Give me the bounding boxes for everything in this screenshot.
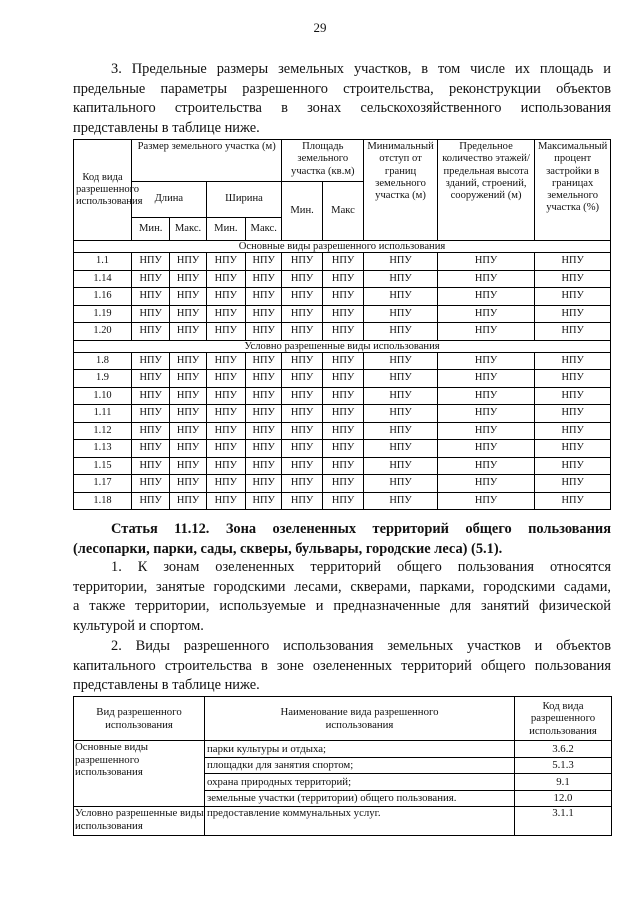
- table-row: [74, 741, 612, 758]
- header-name: Наименование вида разрешенного использования: [205, 697, 515, 741]
- article-line: 1. К зонам озелененных территорий общего пользования относятся: [111, 559, 611, 575]
- row-value: НПУ: [322, 387, 363, 405]
- row-value: НПУ: [322, 475, 363, 493]
- row-value: НПУ: [322, 288, 363, 306]
- row-code: 1.20: [74, 323, 132, 341]
- row-code: 1.12: [74, 422, 132, 440]
- row-value: НПУ: [364, 288, 438, 306]
- row-value: НПУ: [206, 370, 245, 388]
- header-floors: Предельное количество этажей/ предельная высота зданий, строений, сооружений (м): [437, 140, 534, 241]
- row-value: НПУ: [535, 288, 611, 306]
- table-row: [74, 387, 611, 405]
- row-value: НПУ: [322, 422, 363, 440]
- row-value: НПУ: [364, 352, 438, 370]
- table-row: [74, 492, 611, 510]
- row-value: НПУ: [246, 305, 282, 323]
- header-width: Ширина: [206, 182, 282, 218]
- article-line: территории, занятые городскими лесами, скверами, парками, городскими садами,: [73, 578, 611, 595]
- row-value: НПУ: [437, 440, 534, 458]
- row-value: НПУ: [282, 305, 322, 323]
- row-value: НПУ: [246, 323, 282, 341]
- row-value: НПУ: [437, 253, 534, 271]
- row-value: НПУ: [206, 323, 245, 341]
- article-title: Статья 11.12. Зона озелененных территорий общего пользования (лесопарки, парки, сады, скверы, бульвары, городские леса) (5.1).: [73, 521, 611, 557]
- row-value: НПУ: [535, 475, 611, 493]
- row-code: 1.15: [74, 457, 132, 475]
- table-row: [74, 457, 611, 475]
- row-value: НПУ: [364, 457, 438, 475]
- row-value: НПУ: [246, 475, 282, 493]
- row-value: НПУ: [282, 288, 322, 306]
- header-area-min: Мин.: [282, 182, 322, 241]
- row-code: 1.16: [74, 288, 132, 306]
- row-value: НПУ: [132, 352, 170, 370]
- row-code: 1.13: [74, 440, 132, 458]
- row-value: НПУ: [322, 352, 363, 370]
- row-value: НПУ: [246, 387, 282, 405]
- row-code: 1.17: [74, 475, 132, 493]
- row-value: НПУ: [170, 440, 206, 458]
- article-line: капитального строительства в зоне озелененных территорий общего пользования: [73, 657, 611, 674]
- row-value: НПУ: [246, 457, 282, 475]
- row-value: НПУ: [322, 270, 363, 288]
- row-value: НПУ: [132, 253, 170, 271]
- header-length: Длина: [132, 182, 207, 218]
- article-paragraph-1: [73, 558, 611, 636]
- row-value: НПУ: [282, 253, 322, 271]
- row-value: НПУ: [282, 370, 322, 388]
- header-code: Код вида разрешенного использования: [74, 140, 132, 241]
- row-value: НПУ: [437, 387, 534, 405]
- row-value: НПУ: [364, 440, 438, 458]
- table-row: [74, 405, 611, 423]
- row-value: НПУ: [364, 492, 438, 510]
- row-value: НПУ: [364, 387, 438, 405]
- row-value: НПУ: [437, 457, 534, 475]
- row-value: НПУ: [206, 352, 245, 370]
- header-setback: Минимальный отступ от границ земельного участка (м): [364, 140, 438, 241]
- row-value: НПУ: [206, 440, 245, 458]
- row-value: НПУ: [282, 457, 322, 475]
- row-value: НПУ: [364, 270, 438, 288]
- row-value: НПУ: [535, 370, 611, 388]
- row-value: НПУ: [246, 253, 282, 271]
- row-code: 1.11: [74, 405, 132, 423]
- intro-line: представлены в таблице ниже.: [73, 119, 260, 136]
- row-code: 1.19: [74, 305, 132, 323]
- article-block: [73, 519, 611, 559]
- row-value: НПУ: [282, 323, 322, 341]
- row-value: НПУ: [132, 270, 170, 288]
- row-value: НПУ: [206, 288, 245, 306]
- row-value: НПУ: [170, 288, 206, 306]
- use-name: предоставление коммунальных услуг.: [205, 807, 515, 836]
- group-label: Условно разрешенные виды использования: [74, 807, 205, 836]
- section-conditional: Условно разрешенные виды использования: [74, 340, 611, 352]
- row-value: НПУ: [364, 253, 438, 271]
- row-value: НПУ: [535, 422, 611, 440]
- row-value: НПУ: [206, 422, 245, 440]
- intro-line: предельные параметры разрешенного строительства, реконструкции объектов: [73, 80, 611, 97]
- row-value: НПУ: [535, 323, 611, 341]
- group-label: Основные виды разрешенного использования: [74, 741, 205, 807]
- row-value: НПУ: [170, 405, 206, 423]
- use-code: 3.6.2: [515, 741, 612, 758]
- article-line: 2. Виды разрешенного использования земельных участков и объектов: [111, 638, 611, 654]
- row-value: НПУ: [170, 305, 206, 323]
- row-value: НПУ: [535, 492, 611, 510]
- row-value: НПУ: [132, 457, 170, 475]
- row-value: НПУ: [206, 270, 245, 288]
- row-value: НПУ: [535, 457, 611, 475]
- article-paragraph-2: [73, 637, 611, 696]
- use-code: 9.1: [515, 774, 612, 791]
- row-value: НПУ: [132, 492, 170, 510]
- row-value: НПУ: [132, 370, 170, 388]
- header-width-max: Макс.: [246, 218, 282, 241]
- header-length-max: Макс.: [170, 218, 206, 241]
- row-value: НПУ: [246, 440, 282, 458]
- row-value: НПУ: [322, 457, 363, 475]
- row-value: НПУ: [437, 405, 534, 423]
- row-value: НПУ: [322, 253, 363, 271]
- row-value: НПУ: [322, 305, 363, 323]
- article-line: а также территории, используемые и предназначенные для занятий физической: [73, 598, 611, 615]
- header-area-max: Макс: [322, 182, 363, 241]
- row-value: НПУ: [437, 422, 534, 440]
- row-value: НПУ: [282, 270, 322, 288]
- row-value: НПУ: [246, 370, 282, 388]
- row-code: 1.8: [74, 352, 132, 370]
- row-value: НПУ: [246, 422, 282, 440]
- row-code: 1.18: [74, 492, 132, 510]
- row-value: НПУ: [282, 352, 322, 370]
- row-value: НПУ: [535, 387, 611, 405]
- use-code: 3.1.1: [515, 807, 612, 836]
- row-code: 1.14: [74, 270, 132, 288]
- row-value: НПУ: [282, 440, 322, 458]
- use-code: 12.0: [515, 790, 612, 807]
- row-value: НПУ: [170, 352, 206, 370]
- table-row: [74, 288, 611, 306]
- table-row: [74, 270, 611, 288]
- row-value: НПУ: [437, 492, 534, 510]
- row-value: НПУ: [535, 405, 611, 423]
- row-value: НПУ: [132, 305, 170, 323]
- row-value: НПУ: [322, 440, 363, 458]
- row-value: НПУ: [246, 405, 282, 423]
- row-value: НПУ: [206, 405, 245, 423]
- row-value: НПУ: [170, 422, 206, 440]
- use-name: площадки для занятия спортом;: [205, 757, 515, 774]
- header-width-min: Мин.: [206, 218, 245, 241]
- article-line: представлены в таблице ниже.: [73, 677, 260, 694]
- use-name: земельные участки (территории) общего пользования.: [205, 790, 515, 807]
- row-value: НПУ: [132, 440, 170, 458]
- row-value: НПУ: [437, 270, 534, 288]
- row-value: НПУ: [132, 475, 170, 493]
- table-row: [74, 440, 611, 458]
- table-row: [74, 352, 611, 370]
- row-value: НПУ: [364, 475, 438, 493]
- row-value: НПУ: [535, 352, 611, 370]
- row-value: НПУ: [132, 405, 170, 423]
- header-type: Вид разрешенного использования: [74, 697, 205, 741]
- row-value: НПУ: [206, 387, 245, 405]
- row-value: НПУ: [246, 492, 282, 510]
- row-value: НПУ: [437, 288, 534, 306]
- row-value: НПУ: [322, 323, 363, 341]
- row-value: НПУ: [282, 405, 322, 423]
- row-value: НПУ: [170, 253, 206, 271]
- intro-line: капитального строительства в зонах сельскохозяйственного использования: [73, 100, 611, 117]
- table-row: [74, 807, 612, 836]
- row-value: НПУ: [206, 492, 245, 510]
- row-code: 1.1: [74, 253, 132, 271]
- row-value: НПУ: [437, 352, 534, 370]
- row-value: НПУ: [322, 405, 363, 423]
- row-value: НПУ: [206, 253, 245, 271]
- row-value: НПУ: [364, 422, 438, 440]
- row-value: НПУ: [170, 323, 206, 341]
- use-code: 5.1.3: [515, 757, 612, 774]
- row-value: НПУ: [206, 475, 245, 493]
- row-value: НПУ: [535, 305, 611, 323]
- row-value: НПУ: [170, 270, 206, 288]
- article-line: культурой и спортом.: [73, 617, 204, 634]
- row-value: НПУ: [132, 288, 170, 306]
- row-value: НПУ: [246, 288, 282, 306]
- header-code: Код вида разрешенного использования: [515, 697, 612, 741]
- row-value: НПУ: [206, 457, 245, 475]
- row-value: НПУ: [437, 323, 534, 341]
- row-value: НПУ: [322, 370, 363, 388]
- row-value: НПУ: [282, 475, 322, 493]
- row-value: НПУ: [364, 370, 438, 388]
- table-row: [74, 475, 611, 493]
- row-value: НПУ: [170, 370, 206, 388]
- page-number: 29: [313, 20, 327, 35]
- row-value: НПУ: [132, 387, 170, 405]
- row-value: НПУ: [437, 305, 534, 323]
- row-value: НПУ: [246, 270, 282, 288]
- intro-paragraph: [73, 60, 611, 138]
- use-name: парки культуры и отдыха;: [205, 741, 515, 758]
- uses-table: [73, 696, 612, 836]
- row-value: НПУ: [170, 457, 206, 475]
- header-area: Площадь земельного участка (кв.м): [282, 140, 364, 182]
- table-row: [74, 323, 611, 341]
- use-name: охрана природных территорий;: [205, 774, 515, 791]
- row-value: НПУ: [437, 475, 534, 493]
- header-percent: Максимальный процент застройки в границах земельного участка (%): [535, 140, 611, 241]
- row-code: 1.9: [74, 370, 132, 388]
- row-value: НПУ: [322, 492, 363, 510]
- row-value: НПУ: [170, 492, 206, 510]
- row-code: 1.10: [74, 387, 132, 405]
- header-size: Размер земельного участка (м): [132, 140, 282, 182]
- row-value: НПУ: [535, 253, 611, 271]
- row-value: НПУ: [282, 492, 322, 510]
- row-value: НПУ: [206, 305, 245, 323]
- row-value: НПУ: [437, 370, 534, 388]
- row-value: НПУ: [170, 387, 206, 405]
- row-value: НПУ: [364, 405, 438, 423]
- row-value: НПУ: [364, 305, 438, 323]
- row-value: НПУ: [246, 352, 282, 370]
- row-value: НПУ: [364, 323, 438, 341]
- row-value: НПУ: [132, 422, 170, 440]
- table-row: [74, 422, 611, 440]
- row-value: НПУ: [282, 387, 322, 405]
- row-value: НПУ: [132, 323, 170, 341]
- row-value: НПУ: [282, 422, 322, 440]
- table-row: [74, 370, 611, 388]
- limits-table: [73, 139, 611, 510]
- row-value: НПУ: [535, 270, 611, 288]
- section-main: Основные виды разрешенного использования: [74, 241, 611, 253]
- intro-line: 3. Предельные размеры земельных участков, в том числе их площадь и: [111, 61, 611, 77]
- table-row: [74, 305, 611, 323]
- header-length-min: Мин.: [132, 218, 170, 241]
- row-value: НПУ: [535, 440, 611, 458]
- row-value: НПУ: [170, 475, 206, 493]
- table-row: [74, 253, 611, 271]
